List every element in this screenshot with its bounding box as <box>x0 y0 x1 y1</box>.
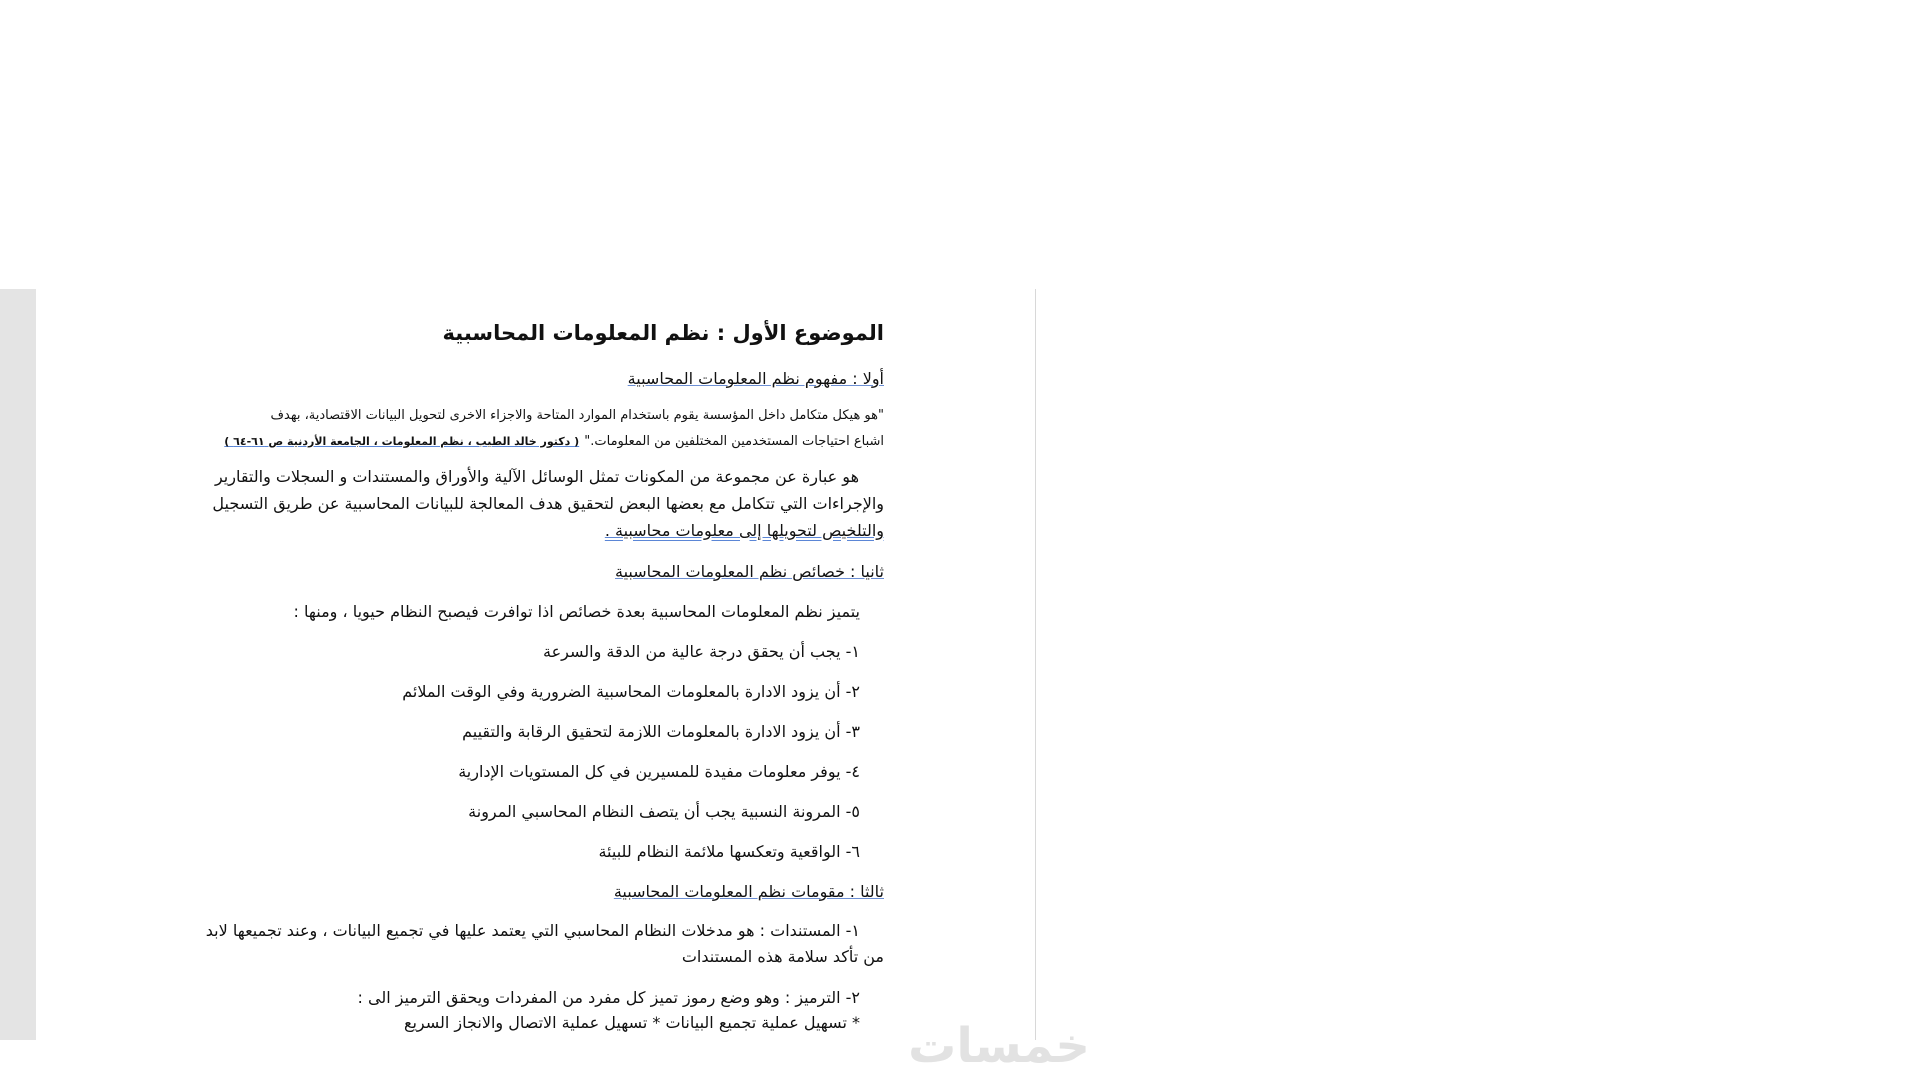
characteristic-item: ٤- يوفر معلومات مفيدة للمسيرين في كل المستويات الإدارية <box>458 762 860 781</box>
section3-heading: ثالثا : مقومات نظم المعلومات المحاسبية <box>613 882 884 901</box>
quote-source: ( دكتور خالد الطيب ، نظم المعلومات ، الجامعة الأردنية ص ٦١-٦٤ ) <box>224 435 580 448</box>
characteristic-item: ٣- أن يزود الادارة بالمعلومات اللازمة لتحقيق الرقابة والتقييم <box>462 722 860 741</box>
component2-line-1: ٢- الترميز : وهو وضع رموز تميز كل مفرد من المفردات ويحقق الترميز الى : <box>357 988 860 1007</box>
section2-heading: ثانيا : خصائص نظم المعلومات المحاسبية <box>615 562 884 581</box>
watermark-logo: خمسات <box>908 1018 1090 1074</box>
quote-line-2: اشباع احتياجات المستخدمين المختلفين من المعلومات." <box>584 434 884 449</box>
characteristic-item: ٥- المرونة النسبية يجب أن يتصف النظام المحاسبي المرونة <box>468 802 860 821</box>
quote-line-1: "هو هيكل متكامل داخل المؤسسة يقوم باستخدام الموارد المتاحة والاجزاء الاخرى لتحويل البيانات الاقتصادية، بهدف <box>270 408 884 423</box>
characteristic-item: ١- يجب أن يحقق درجة عالية من الدقة والسرعة <box>543 642 860 661</box>
left-margin-strip <box>0 289 36 1040</box>
quote-line-2-container <box>224 430 884 449</box>
characteristic-item: ٢- أن يزود الادارة بالمعلومات المحاسبية الضرورية وفي الوقت الملائم <box>402 682 860 701</box>
component2-line-2: * تسهيل عملية تجميع البيانات * تسهيل عملية الاتصال والانجاز السريع <box>403 1013 860 1032</box>
component1-line-2: من تأكد سلامة هذه المستندات <box>681 947 884 966</box>
section2-intro: يتميز نظم المعلومات المحاسبية بعدة خصائص اذا توافرت فيصبح النظام حيويا ، ومنها : <box>293 602 860 621</box>
characteristic-item: ٦- الواقعية وتعكسها ملائمة النظام للبيئة <box>598 842 860 861</box>
document-page <box>36 289 1036 1040</box>
section1-heading: أولا : مفهوم نظم المعلومات المحاسبية <box>627 369 884 388</box>
definition-line-2: والإجراءات التي تتكامل مع بعضها البعض لتحقيق هدف المعالجة للبيانات المحاسبية عن طريق التسجيل <box>212 494 884 513</box>
document-title: الموضوع الأول : نظم المعلومات المحاسبية <box>442 321 884 345</box>
component1-line-1: ١- المستندات : هو مدخلات النظام المحاسبي التي يعتمد عليها في تجميع البيانات ، وعند تجميعها لابد <box>205 921 860 940</box>
definition-line-1: هو عبارة عن مجموعة من المكونات تمثل الوسائل الآلية والأوراق والمستندات و السجلات والتقارير <box>214 467 859 486</box>
definition-line-3: والتلخيص لتحويلها إلى معلومات محاسبية . <box>604 521 884 540</box>
